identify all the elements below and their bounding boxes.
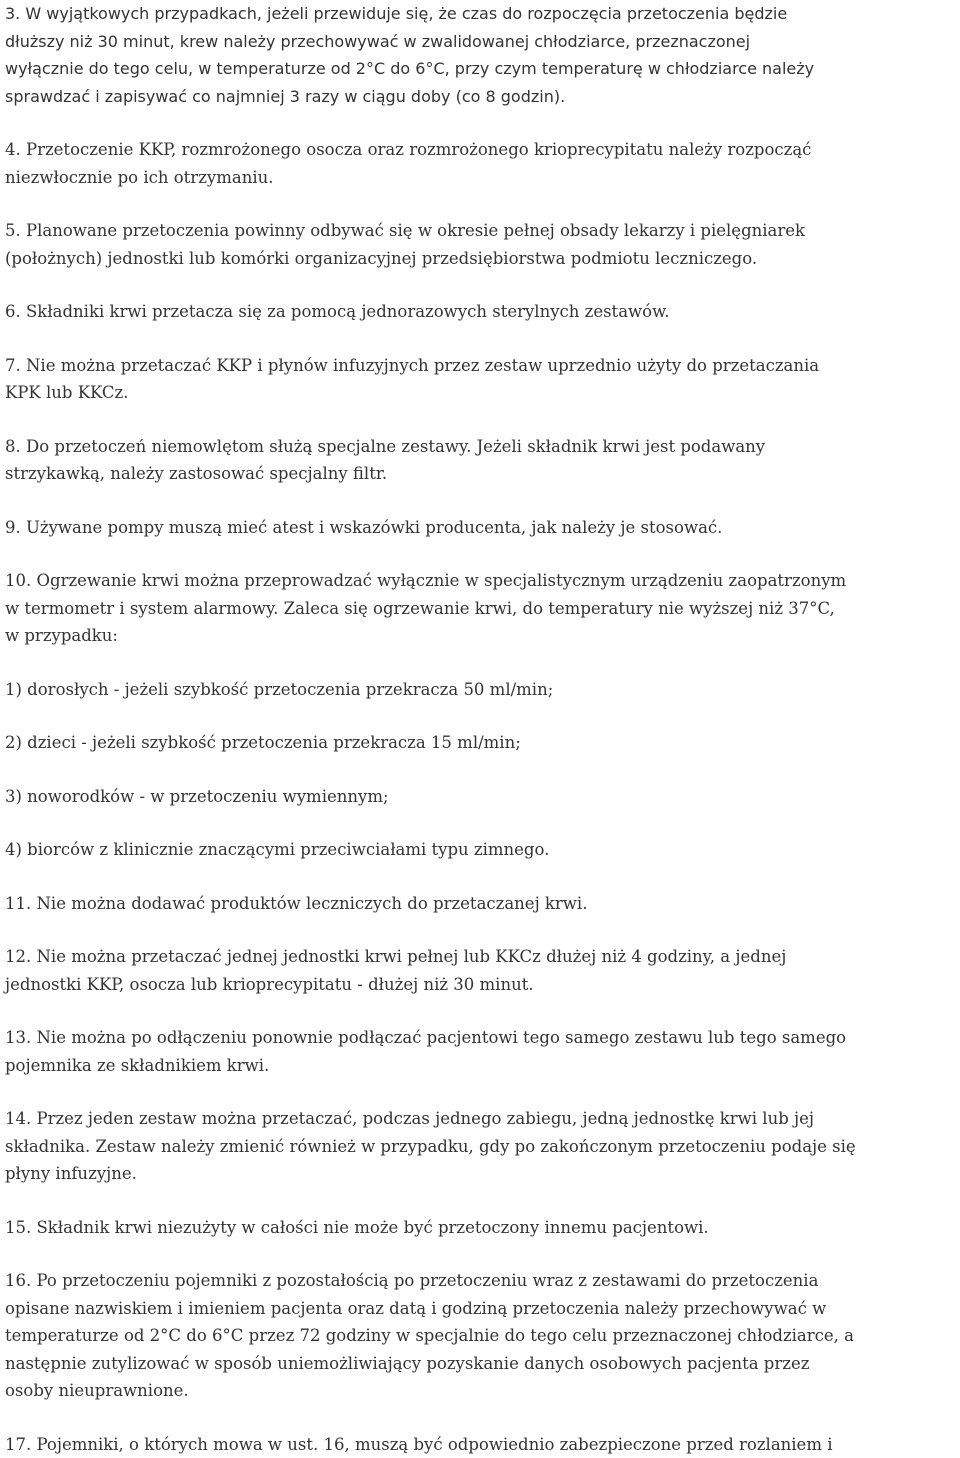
document-body [5, 0, 957, 1458]
paragraph-13: 13. Nie można po odłączeniu ponownie podłączać pacjentowi tego samego zestawu lub tego samego pojemnika ze składnikiem krwi. [5, 1024, 957, 1079]
paragraph-17: 17. Pojemniki, o których mowa w ust. 16, muszą być odpowiednio zabezpieczone przed rozlaniem i [5, 1431, 957, 1458]
paragraph-3: 3. W wyjątkowych przypadkach, jeżeli przewiduje się, że czas do rozpoczęcia przetoczenia będzie dłuższy niż 30 minut, krew należy przechowywać w zwalidowanej chłodziarce, przeznaczonej wyłącznie do tego celu, w temperaturze od 2°C do 6°C, przy czym temperaturę w chłodziarce należy sprawdzać i zapisywać co najmniej 3 razy w ciągu doby (co 8 godzin). [5, 0, 957, 110]
paragraph-15: 15. Składnik krwi niezużyty w całości nie może być przetoczony innemu pacjentowi. [5, 1214, 957, 1242]
list-item-1: 1) dorosłych - jeżeli szybkość przetoczenia przekracza 50 ml/min; [5, 676, 957, 704]
list-item-2: 2) dzieci - jeżeli szybkość przetoczenia przekracza 15 ml/min; [5, 729, 957, 757]
list-item-3: 3) noworodków - w przetoczeniu wymiennym; [5, 783, 957, 811]
paragraph-14: 14. Przez jeden zestaw można przetaczać, podczas jednego zabiegu, jedną jednostkę krwi lub jej składnika. Zestaw należy zmienić również w przypadku, gdy po zakończonym przetoczeniu podaje się płyny infuzyjne. [5, 1105, 957, 1188]
paragraph-11: 11. Nie można dodawać produktów leczniczych do przetaczanej krwi. [5, 890, 957, 918]
paragraph-16: 16. Po przetoczeniu pojemniki z pozostałością po przetoczeniu wraz z zestawami do przetoczenia opisane nazwiskiem i imieniem pacjenta oraz datą i godziną przetoczenia należy przechowywać w temperaturze od 2°C do 6°C przez 72 godziny w specjalnie do tego celu przeznaczonej chłodziarce, a następnie zutylizować w sposób uniemożliwiający pozyskanie danych osobowych pacjenta przez osoby nieuprawnione. [5, 1267, 957, 1405]
list-item-4: 4) biorców z klinicznie znaczącymi przeciwciałami typu zimnego. [5, 836, 957, 864]
paragraph-6: 6. Składniki krwi przetacza się za pomocą jednorazowych sterylnych zestawów. [5, 298, 957, 326]
paragraph-9: 9. Używane pompy muszą mieć atest i wskazówki producenta, jak należy je stosować. [5, 514, 957, 542]
paragraph-7: 7. Nie można przetaczać KKP i płynów infuzyjnych przez zestaw uprzednio użyty do przetaczania KPK lub KKCz. [5, 352, 957, 407]
paragraph-10: 10. Ogrzewanie krwi można przeprowadzać wyłącznie w specjalistycznym urządzeniu zaopatrzonym w termometr i system alarmowy. Zaleca się ogrzewanie krwi, do temperatury nie wyższej niż 37°C, w przypadku: [5, 567, 957, 650]
paragraph-12: 12. Nie można przetaczać jednej jednostki krwi pełnej lub KKCz dłużej niż 4 godziny, a jednej jednostki KKP, osocza lub krioprecypitatu - dłużej niż 30 minut. [5, 943, 957, 998]
paragraph-4: 4. Przetoczenie KKP, rozmrożonego osocza oraz rozmrożonego krioprecypitatu należy rozpocząć niezwłocznie po ich otrzymaniu. [5, 136, 957, 191]
paragraph-8: 8. Do przetoczeń niemowlętom służą specjalne zestawy. Jeżeli składnik krwi jest podawany strzykawką, należy zastosować specjalny filtr. [5, 433, 957, 488]
paragraph-5: 5. Planowane przetoczenia powinny odbywać się w okresie pełnej obsady lekarzy i pielęgniarek (położnych) jednostki lub komórki organizacyjnej przedsiębiorstwa podmiotu leczniczego. [5, 217, 957, 272]
